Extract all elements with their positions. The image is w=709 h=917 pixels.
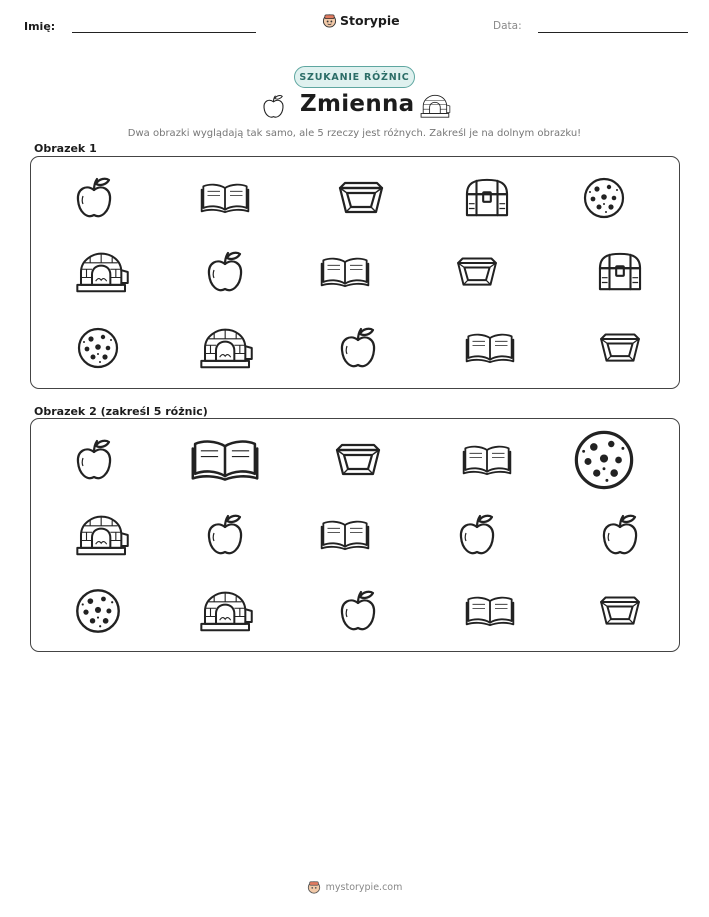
- picture2-cookie-icon[interactable]: [74, 587, 122, 635]
- picture1-chest-icon[interactable]: [596, 251, 644, 293]
- picture1-cookie-icon[interactable]: [582, 176, 626, 220]
- picture1-label: Obrazek 1: [34, 142, 97, 155]
- picture2-cookie-icon[interactable]: [572, 428, 636, 492]
- picture1-apple-icon[interactable]: [205, 250, 245, 294]
- storypie-mascot-icon: [322, 13, 337, 28]
- picture1-cookie-icon[interactable]: [76, 326, 120, 370]
- picture1-apple-icon[interactable]: [74, 176, 114, 220]
- pizza-oven-icon: [420, 92, 452, 120]
- date-label: Data:: [493, 20, 522, 32]
- brand-name: Storypie: [340, 13, 400, 28]
- picture2-apple-icon[interactable]: [457, 513, 497, 557]
- picture2-basket-icon[interactable]: [597, 593, 643, 629]
- picture1-basket-icon[interactable]: [597, 330, 643, 366]
- picture2-apple-icon[interactable]: [205, 513, 245, 557]
- picture1-apple-icon[interactable]: [338, 326, 378, 370]
- category-badge: SZUKANIE RÓŻNIC: [294, 66, 415, 88]
- picture2-basket-icon[interactable]: [333, 440, 383, 480]
- footer-url: mystorypie.com: [325, 881, 403, 893]
- date-line: [538, 32, 688, 33]
- picture2-label: Obrazek 2 (zakreśl 5 różnic): [34, 405, 208, 418]
- picture2-apple-icon[interactable]: [600, 513, 640, 557]
- picture2-book-icon[interactable]: [465, 594, 515, 628]
- picture1-basket-icon[interactable]: [336, 178, 386, 218]
- picture1-basket-icon[interactable]: [454, 254, 500, 290]
- picture2-apple-icon[interactable]: [74, 438, 114, 482]
- instructions: Dwa obrazki wyglądają tak samo, ale 5 rzeczy jest różnych. Zakreśl je na dolnym obrazku!: [127, 128, 582, 139]
- apple-icon: [260, 93, 287, 120]
- picture2-oven-icon[interactable]: [75, 513, 131, 557]
- picture2-book-icon[interactable]: [462, 443, 512, 477]
- name-line: [72, 32, 256, 33]
- picture1-book-icon[interactable]: [200, 181, 250, 215]
- picture1-chest-icon[interactable]: [463, 177, 511, 219]
- footer: [0, 880, 709, 894]
- storypie-mascot-icon: [307, 880, 321, 894]
- name-label: Imię:: [24, 20, 56, 33]
- picture1-book-icon[interactable]: [465, 331, 515, 365]
- picture1-oven-icon[interactable]: [75, 250, 131, 294]
- brand-logo: [322, 13, 400, 28]
- title-row: [250, 90, 460, 126]
- picture1-oven-icon[interactable]: [199, 326, 255, 370]
- page-title: Zmienna: [300, 91, 415, 117]
- picture2-book-icon[interactable]: [190, 437, 260, 483]
- picture2-book-icon[interactable]: [320, 518, 370, 552]
- picture1-book-icon[interactable]: [320, 255, 370, 289]
- picture2-apple-icon[interactable]: [338, 589, 378, 633]
- picture2-oven-icon[interactable]: [199, 589, 255, 633]
